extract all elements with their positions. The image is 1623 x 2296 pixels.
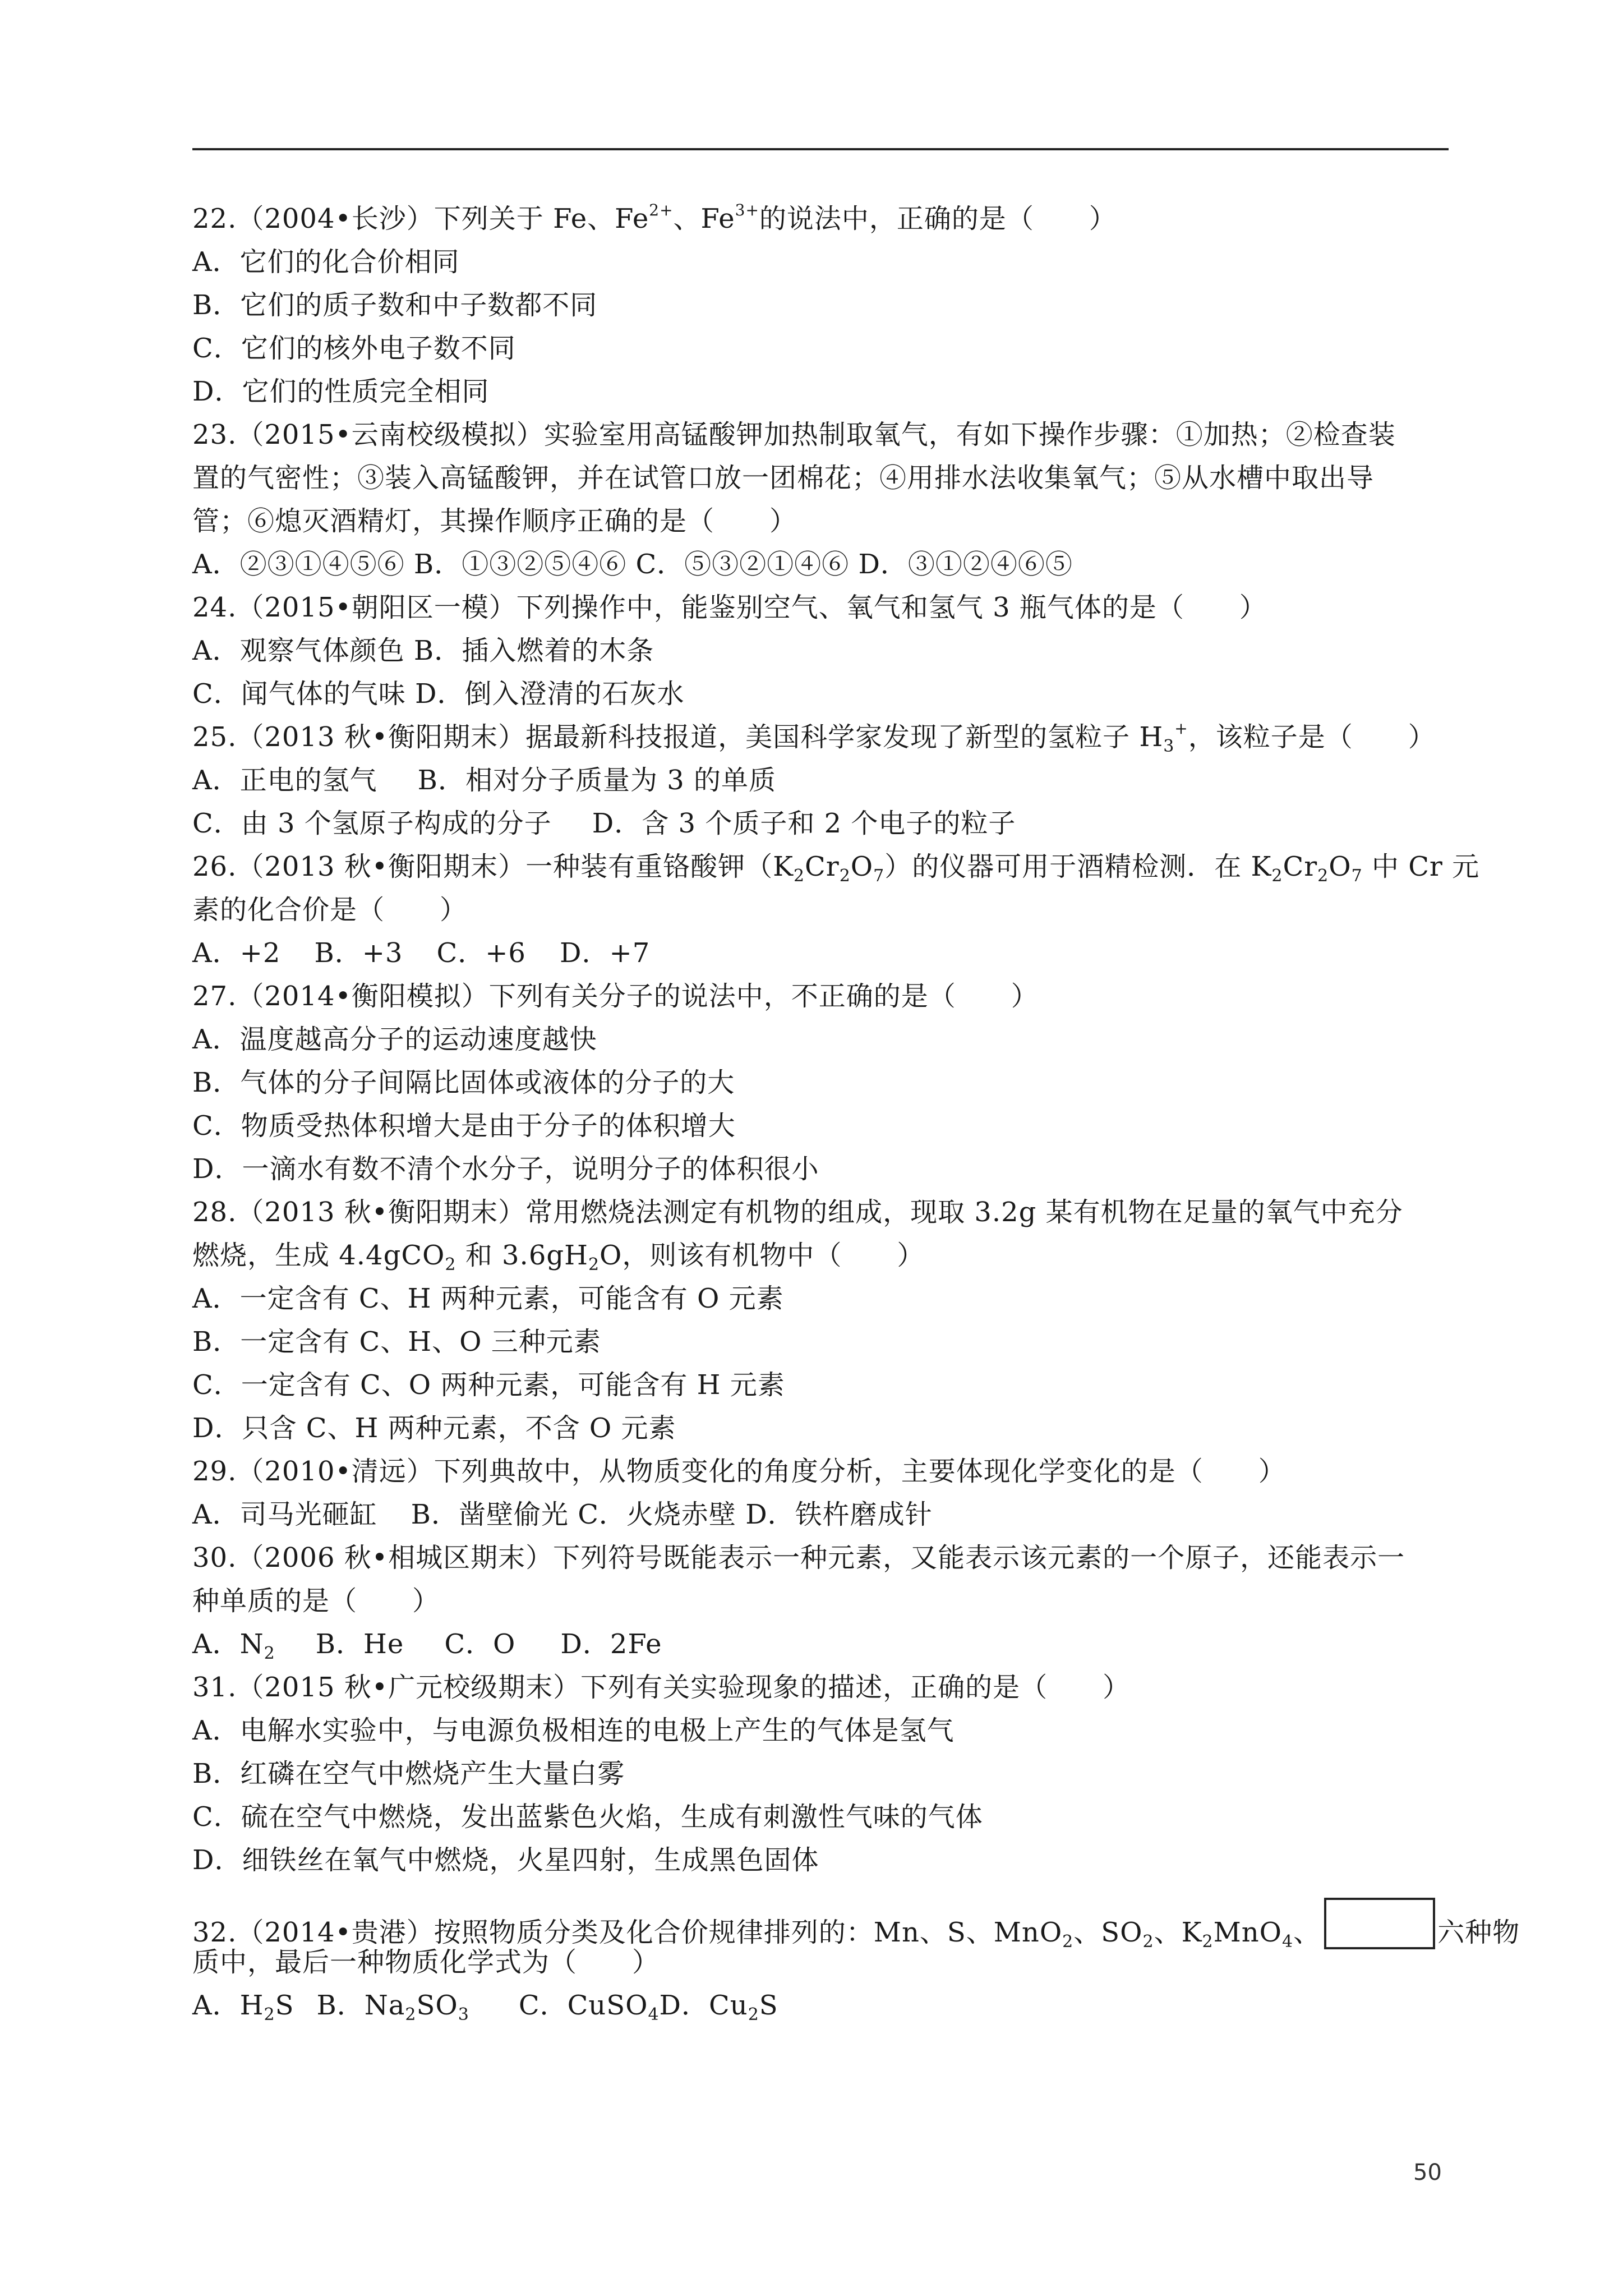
question-28-option-b: B．一定含有 C、H、O 三种元素 xyxy=(192,1326,601,1358)
question-25-stem: 25.（2013 秋•衡阳期末）据最新科技报道，美国科学家发现了新型的氢粒子 $H_3^+$，该粒子是（ ） xyxy=(192,719,1436,756)
question-27-stem: 27.（2014•衡阳模拟）下列有关分子的说法中，不正确的是（ ） xyxy=(192,981,1039,1012)
question-23-stem-line-1: 23.（2015•云南校级模拟）实验室用高锰酸钾加热制取氧气，有如下操作步骤：①加热；②检查装 xyxy=(192,419,1396,450)
question-29-options xyxy=(192,1493,1449,1536)
question-26-option-d: D．+7 xyxy=(559,937,651,969)
question-23-stem-line-2: 置的气密性；③装入高锰酸钾，并在试管口放一团棉花；④用排水法收集氧气；⑤从水槽中取出导 xyxy=(192,462,1375,494)
question-30-option-d: D．2Fe xyxy=(560,1628,662,1660)
question-26-option-c: C．+6 xyxy=(436,937,526,969)
question-28-option-c: C．一定含有 C、O 两种元素，可能含有 H 元素 xyxy=(192,1369,785,1401)
question-30-option-b: B．He xyxy=(315,1628,404,1660)
question-31-option-d: D．细铁丝在氧气中燃烧，火星四射，生成黑色固体 xyxy=(192,1844,819,1876)
header-rule xyxy=(192,148,1449,150)
question-32-option-c: C．CuSO$_4$ xyxy=(518,1990,660,2024)
question-30-stem-line-1: 30.（2006 秋•相城区期末）下列符号既能表示一种元素，又能表示该元素的一个原子，还能表示一 xyxy=(192,1542,1405,1573)
question-31-option-a: A．电解水实验中，与电源负极相连的电极上产生的气体是氢气 xyxy=(192,1715,955,1746)
question-27-option-d: D．一滴水有数不清个水分子，说明分子的体积很小 xyxy=(192,1153,819,1185)
question-25-option-a: A．正电的氢气 xyxy=(192,765,377,796)
question-22-stem: 22.（2004•长沙）下列关于 Fe、$Fe^{2+}$、$Fe^{3+}$的说法中，正确的是（ ） xyxy=(192,201,1117,234)
question-26-option-a: A．+2 xyxy=(192,937,281,969)
question-23-stem-line-3: 管；⑥熄灭酒精灯，其操作顺序正确的是（ ） xyxy=(192,505,797,537)
question-26-stem-line-2: 素的化合价是（ ） xyxy=(192,894,468,926)
question-29-option-a: A．司马光砸缸 xyxy=(192,1499,377,1530)
question-25-options-cd xyxy=(192,802,1449,845)
question-32-stem-line-1: 32.（2014•贵港）按照物质分类及化合价规律排列的：Mn、S、MnO$_2$、$SO_2$、$K_2MnO_4$、 六种物 xyxy=(192,1898,1449,1941)
question-22-option-c: C．它们的核外电子数不同 xyxy=(192,333,516,364)
question-28-option-a: A．一定含有 C、H 两种元素，可能含有 O 元素 xyxy=(192,1283,784,1314)
question-23-options: A．②③①④⑤⑥ B．①③②⑤④⑥ C．⑤③②①④⑥ D．③①②④⑥⑤ xyxy=(192,549,1073,580)
question-30-stem-line-2: 种单质的是（ ） xyxy=(192,1585,440,1617)
question-27-option-c: C．物质受热体积增大是由于分子的体积增大 xyxy=(192,1110,736,1142)
question-22-option-d: D．它们的性质完全相同 xyxy=(192,376,490,407)
question-28-stem-line-2: 燃烧，生成 4.4gCO$_2$ 和 $3.6gH_2O$，则该有机物中（ ） xyxy=(192,1240,925,1274)
question-31-option-b: B．红磷在空气中燃烧产生大量白雾 xyxy=(192,1758,625,1789)
question-30-option-c: C．O xyxy=(444,1628,516,1660)
question-22-option-a: A．它们的化合价相同 xyxy=(192,246,460,278)
question-32-stem-line-2: 质中，最后一种物质化学式为（ ） xyxy=(192,1947,660,1978)
question-25-option-c: C．由 3 个氢原子构成的分子 xyxy=(192,808,552,839)
answer-blank-box xyxy=(1324,1898,1435,1949)
question-24-options-cd: C．闻气体的气味 D．倒入澄清的石灰水 xyxy=(192,678,685,710)
question-list xyxy=(192,197,1520,2027)
question-32-option-d: D．$Cu_2S$ xyxy=(659,1990,778,2024)
question-32-option-a: A．$H_2S$ xyxy=(192,1990,294,2024)
question-30-options xyxy=(192,1623,1449,1666)
question-28-stem-line-1: 28.（2013 秋•衡阳期末）常用燃烧法测定有机物的组成，现取 3.2g 某有机物在足量的氧气中充分 xyxy=(192,1197,1403,1228)
question-24-options-ab: A．观察气体颜色 B．插入燃着的木条 xyxy=(192,635,654,666)
question-25-option-d: D．含 3 个质子和 2 个电子的粒子 xyxy=(592,808,1016,839)
question-27-option-b: B．气体的分子间隔比固体或液体的分子的大 xyxy=(192,1067,735,1098)
question-27-option-a: A．温度越高分子的运动速度越快 xyxy=(192,1024,597,1055)
question-29-options-bcd: B．凿壁偷光 C．火烧赤壁 D．铁杵磨成针 xyxy=(411,1499,933,1530)
question-26-stem-line-1: 26.（2013 秋•衡阳期末）一种装有重铬酸钾$(K_2Cr_2O_7)$的仪器可用于酒精检测．在 $K_2Cr_2O_7$ 中 Cr 元 xyxy=(192,851,1480,886)
question-24-stem: 24.（2015•朝阳区一模）下列操作中，能鉴别空气、氧气和氢气 3 瓶气体的是（ ） xyxy=(192,592,1267,623)
question-25-option-b: B．相对分子质量为 3 的单质 xyxy=(417,765,777,796)
question-26-options xyxy=(192,932,1449,975)
question-30-option-a: A．$N_2$ xyxy=(192,1628,275,1663)
question-25-options-ab xyxy=(192,759,1449,802)
question-28-option-d: D．只含 C、H 两种元素，不含 O 元素 xyxy=(192,1412,676,1444)
question-31-stem: 31.（2015 秋•广元校级期末）下列有关实验现象的描述，正确的是（ ） xyxy=(192,1672,1131,1703)
page-number: 50 xyxy=(1413,2160,1442,2185)
question-32-option-b: B．$Na_2SO_3$ xyxy=(316,1990,469,2024)
question-32-options xyxy=(192,1984,1449,2027)
question-26-option-b: B．+3 xyxy=(314,937,403,969)
question-29-stem: 29.（2010•清远）下列典故中，从物质变化的角度分析，主要体现化学变化的是（ ） xyxy=(192,1456,1286,1487)
question-22-option-b: B．它们的质子数和中子数都不同 xyxy=(192,289,598,321)
question-31-option-c: C．硫在空气中燃烧，发出蓝紫色火焰，生成有刺激性气味的气体 xyxy=(192,1801,983,1833)
